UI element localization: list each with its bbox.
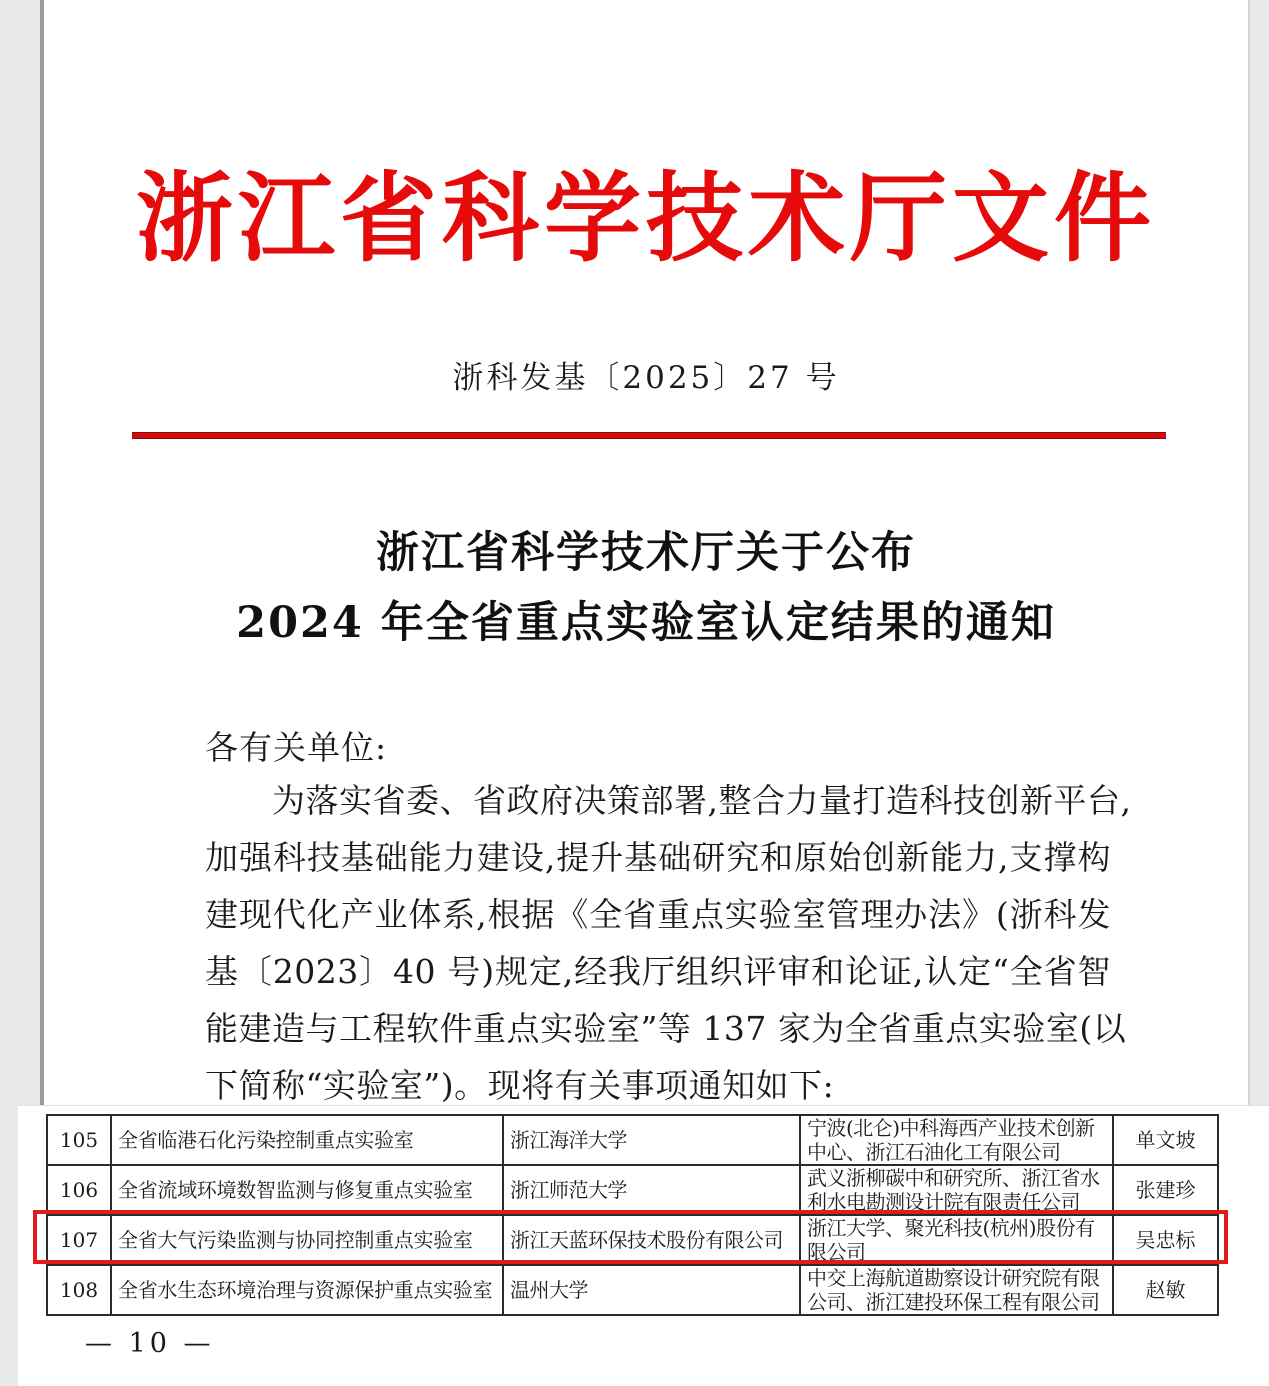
laboratory-table: [46, 1114, 1219, 1316]
host-institution: 浙江海洋大学: [503, 1115, 800, 1165]
lab-director: 张建珍: [1113, 1165, 1218, 1215]
partner-units: 中交上海航道勘察设计研究院有限公司、浙江建投环保工程有限公司: [800, 1265, 1113, 1315]
table-row-106: [47, 1165, 1218, 1215]
body-line: 基〔2023〕40 号)规定,经我厅组织评审和论证,认定“全省智: [205, 952, 1111, 991]
row-number: 107: [47, 1215, 111, 1265]
document-number: 浙科发基〔2025〕27 号: [452, 360, 840, 396]
host-institution: 浙江天蓝环保技术股份有限公司: [503, 1215, 800, 1265]
table-row-105: [47, 1115, 1218, 1165]
lab-director: 赵敏: [1113, 1265, 1218, 1315]
body-line: 为落实省委、省政府决策部署,整合力量打造科技创新平台,: [272, 781, 1132, 820]
body-line: 建现代化产业体系,根据《全省重点实验室管理办法》(浙科发: [205, 895, 1111, 934]
lab-director: 吴忠标: [1113, 1215, 1218, 1265]
table-page: [18, 1105, 1269, 1386]
partner-units: 宁波(北仑)中科海西产业技术创新中心、浙江石油化工有限公司: [800, 1115, 1113, 1165]
table-row-107: [47, 1215, 1218, 1265]
notice-title: [44, 518, 1248, 658]
page-number: — 10 —: [85, 1328, 215, 1359]
lab-name: 全省水生态环境治理与资源保护重点实验室: [111, 1265, 503, 1315]
lab-name: 全省临港石化污染控制重点实验室: [111, 1115, 503, 1165]
table-row-108: [47, 1265, 1218, 1315]
red-divider-line: [132, 432, 1166, 439]
document-page: [40, 0, 1250, 1105]
body-line: 能建造与工程软件重点实验室”等 137 家为全省重点实验室(以: [205, 1009, 1127, 1048]
body-line: 加强科技基础能力建设,提升基础研究和原始创新能力,支撑构: [205, 838, 1111, 877]
lab-director: 单文坡: [1113, 1115, 1218, 1165]
row-number: 106: [47, 1165, 111, 1215]
partner-units: 浙江大学、聚光科技(杭州)股份有限公司: [800, 1215, 1113, 1265]
notice-title-line1: 浙江省科学技术厅关于公布: [376, 528, 916, 578]
host-institution: 浙江师范大学: [503, 1165, 800, 1215]
row-number: 105: [47, 1115, 111, 1165]
body-paragraph: [205, 772, 1132, 1114]
row-number: 108: [47, 1265, 111, 1315]
letterhead-title: 浙江省科学技术厅文件: [136, 161, 1156, 275]
partner-units: 武义浙柳碳中和研究所、浙江省水利水电勘测设计院有限责任公司: [800, 1165, 1113, 1215]
lab-name: 全省大气污染监测与协同控制重点实验室: [111, 1215, 503, 1265]
notice-title-line2: 2024 年全省重点实验室认定结果的通知: [236, 598, 1056, 648]
host-institution: 温州大学: [503, 1265, 800, 1315]
salutation: 各有关单位:: [205, 728, 388, 767]
body-line: 下简称“实验室”)。现将有关事项通知如下:: [205, 1066, 835, 1105]
lab-name: 全省流域环境数智监测与修复重点实验室: [111, 1165, 503, 1215]
